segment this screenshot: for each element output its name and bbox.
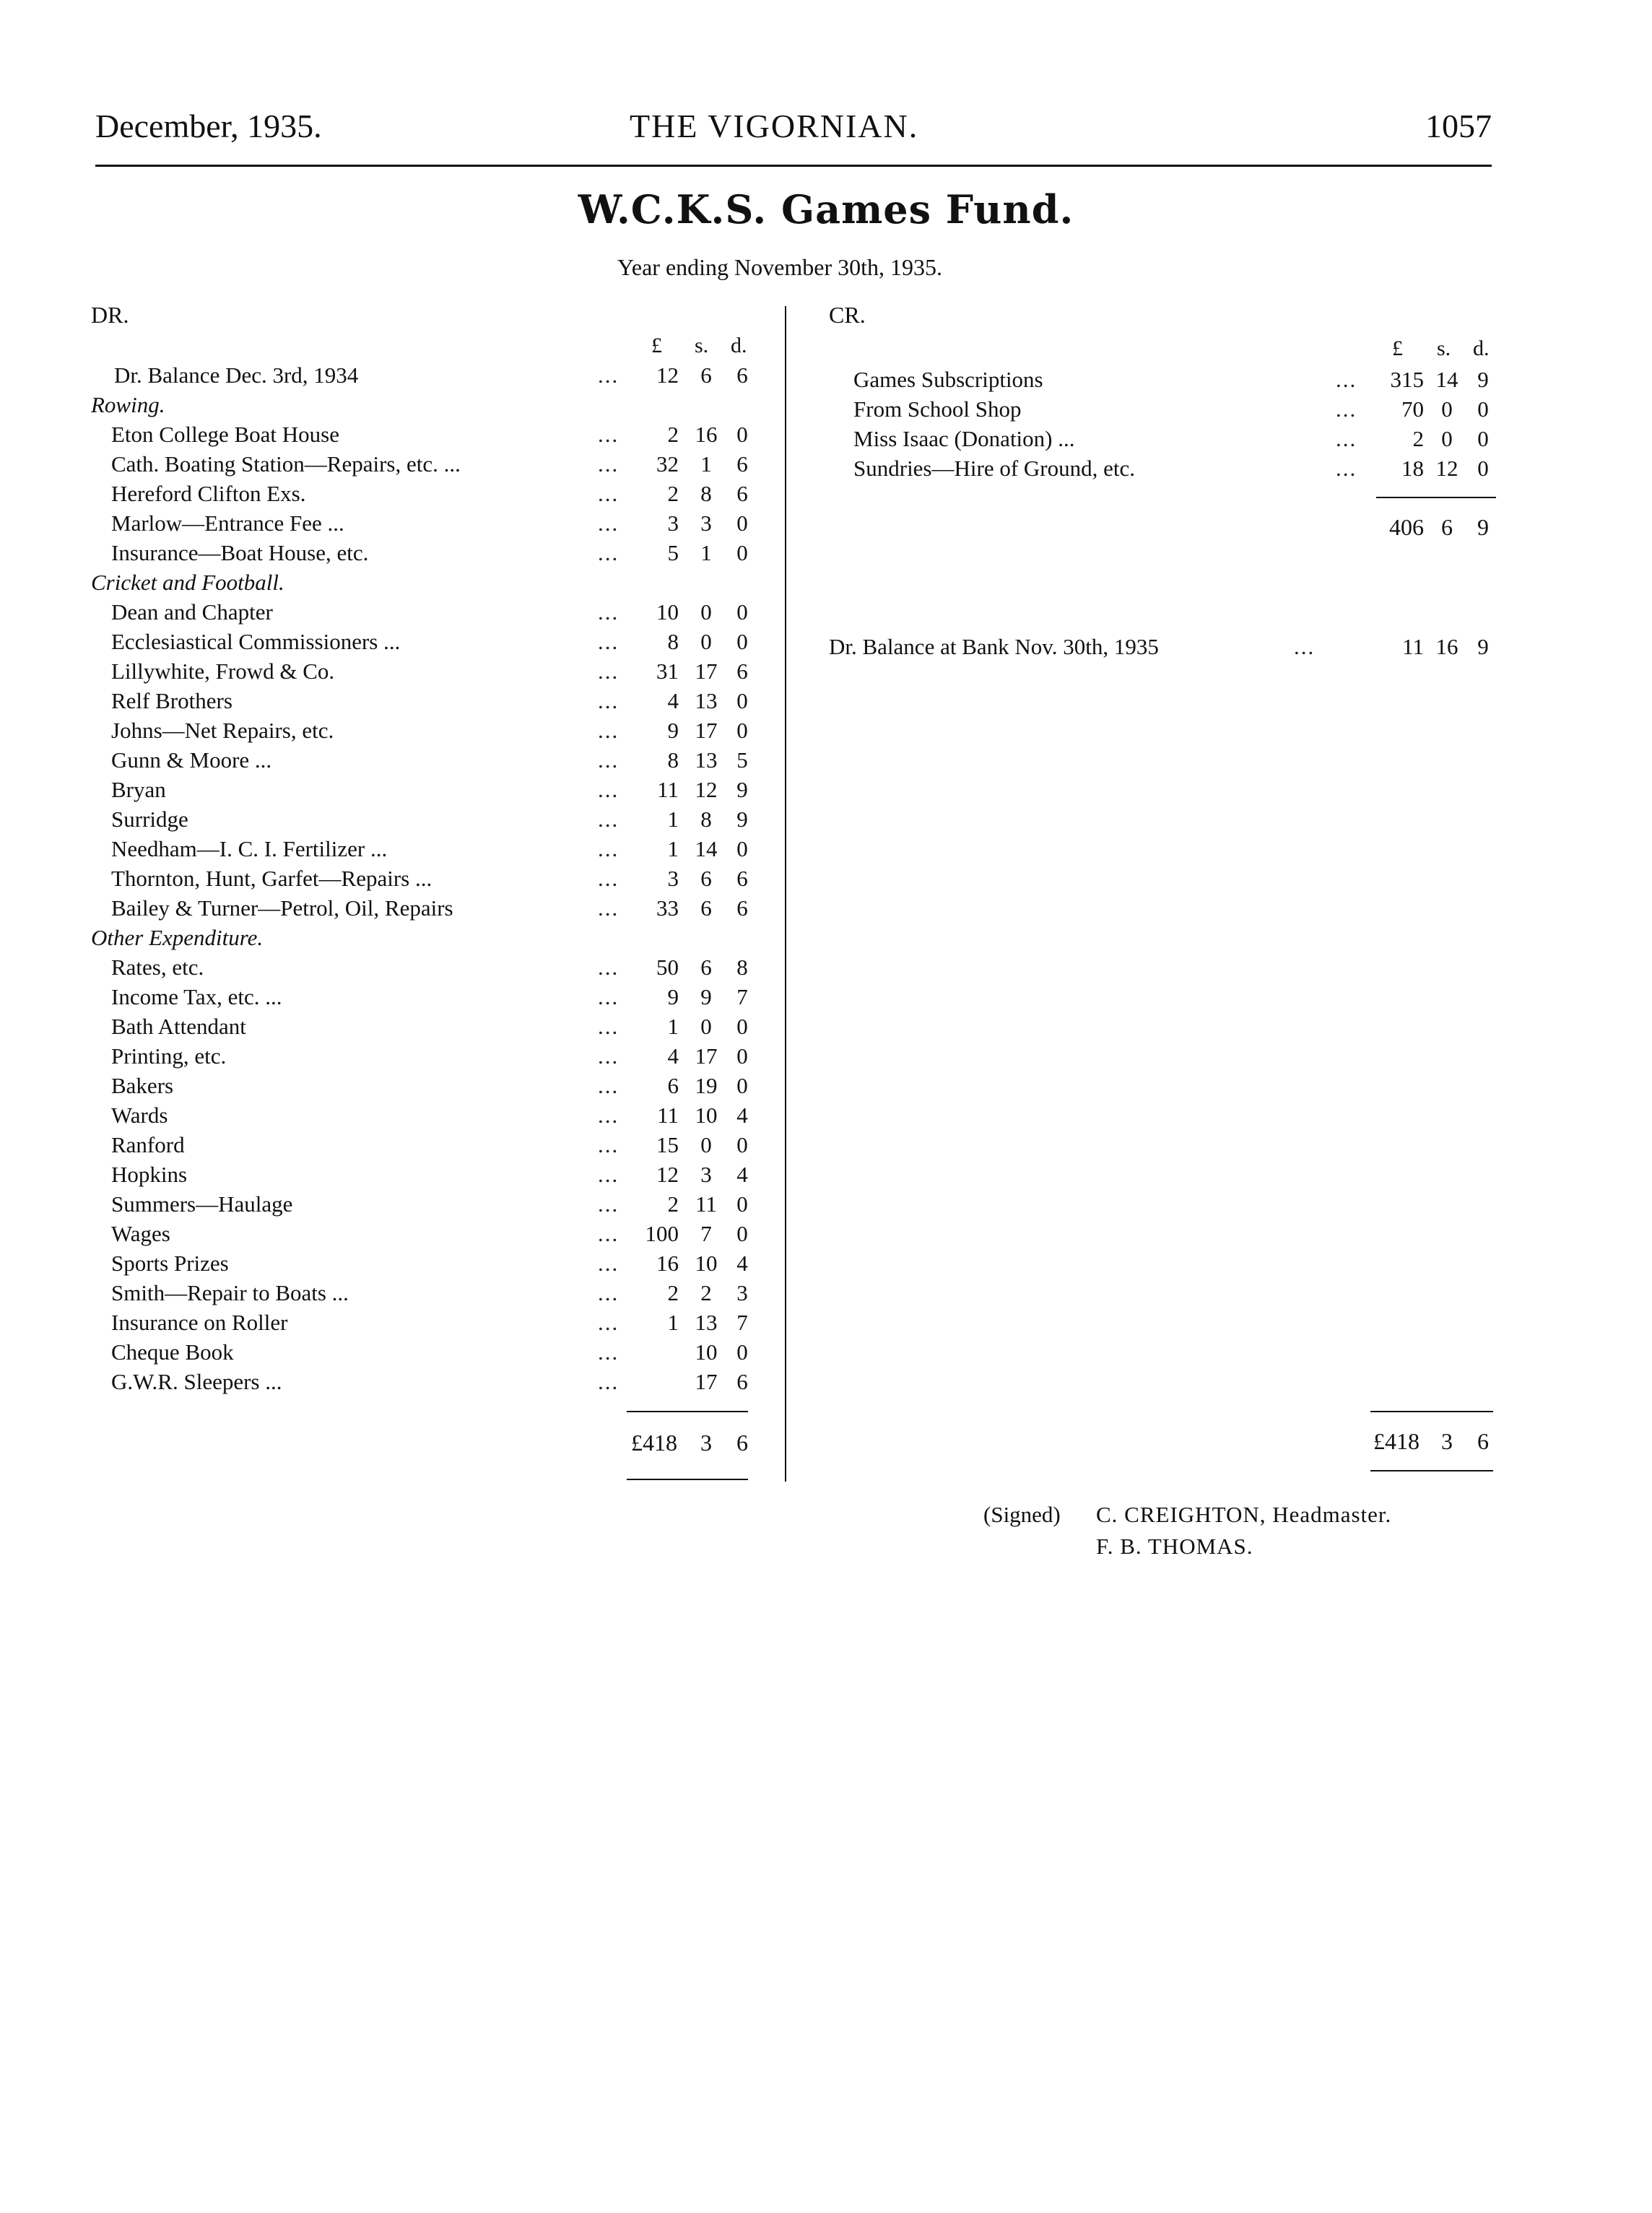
dr-item-label: Bath Attendant [111, 1014, 246, 1039]
dr-amount-pounds: 1 [667, 1014, 679, 1039]
dr-dot-leader: ... [598, 1339, 620, 1365]
dr-ledger-row [0, 479, 780, 508]
dr-dot-leader: ... [598, 777, 620, 802]
cr-ledger-row [0, 365, 1652, 394]
dr-amount-pounds: 9 [667, 984, 679, 1009]
dr-dot-leader: ... [598, 1251, 620, 1276]
dr-dot-leader: ... [598, 1132, 620, 1157]
dr-amount-pounds: 8 [667, 629, 679, 654]
cr-subtotal-pounds: 406 [1389, 514, 1424, 540]
header-date: December, 1935. [95, 108, 322, 144]
dr-amount-shillings: 6 [700, 362, 712, 388]
dr-item-label: Income Tax, etc. ... [111, 984, 282, 1009]
dr-ledger-row [0, 598, 780, 627]
dr-amount-pence: 0 [736, 1132, 748, 1157]
dr-amount-shillings: 16 [695, 422, 718, 447]
dr-dot-leader: ... [598, 1043, 620, 1069]
dr-item-label: Dean and Chapter [111, 599, 273, 625]
dr-item-label: Ranford [111, 1132, 185, 1157]
dr-item-label: Rates, etc. [111, 955, 204, 980]
dr-amount-pence: 6 [736, 451, 748, 477]
dr-category-label: Other Expenditure. [91, 925, 264, 950]
dr-amount-pence: 9 [736, 777, 748, 802]
dr-item-label: Bailey & Turner—Petrol, Oil, Repairs [111, 895, 453, 921]
dr-item-label: Hopkins [111, 1162, 188, 1187]
cr-total-pence: 6 [1477, 1428, 1489, 1454]
dr-item-label: Lillywhite, Frowd & Co. [111, 658, 335, 684]
dr-item-label: Cath. Boating Station—Repairs, etc. ... [111, 451, 461, 477]
dr-dot-leader: ... [598, 836, 620, 861]
dr-item-label: Johns—Net Repairs, etc. [111, 718, 334, 743]
dr-ledger-row [0, 1368, 780, 1396]
dr-col-shillings: s. [695, 334, 709, 357]
cr-subtotal-pence: 9 [1477, 514, 1489, 540]
dr-ledger-row [0, 983, 780, 1012]
dr-amount-pounds: 16 [656, 1251, 679, 1276]
cr-amount-pounds: 70 [1401, 396, 1424, 422]
dr-amount-shillings: 1 [700, 451, 712, 477]
dr-dot-leader: ... [598, 540, 620, 565]
dr-amount-pounds: 3 [667, 510, 679, 536]
dr-amount-pence: 3 [736, 1280, 748, 1305]
cr-amount-pence: 0 [1477, 426, 1489, 451]
cr-amount-pence: 9 [1477, 367, 1489, 392]
dr-amount-pounds: 11 [657, 777, 679, 802]
cr-dot-leader: ... [1336, 456, 1357, 481]
cr-subtotal-shillings: 6 [1441, 514, 1453, 540]
dr-amount-shillings: 13 [695, 747, 718, 773]
dr-dot-leader: ... [598, 1191, 620, 1217]
dr-amount-shillings: 2 [700, 1280, 712, 1305]
dr-item-label: Insurance on Roller [111, 1310, 288, 1335]
page-title: W.C.K.S. Games Fund. [578, 186, 1074, 232]
dr-amount-pence: 0 [736, 1339, 748, 1365]
dr-dot-leader: ... [598, 984, 620, 1009]
dr-amount-pounds: 31 [656, 658, 679, 684]
dr-total-pounds: £418 [631, 1430, 677, 1456]
dr-amount-shillings: 0 [700, 1132, 712, 1157]
dr-ledger-row [0, 1249, 780, 1278]
dr-item-label: Printing, etc. [111, 1043, 227, 1069]
dr-amount-pence: 4 [736, 1162, 748, 1187]
dr-ledger-row [0, 775, 780, 804]
cr-item-label: Sundries—Hire of Ground, etc. [853, 456, 1135, 481]
cr-amount-pounds: 315 [1390, 367, 1424, 392]
dr-item-label: Needham—I. C. I. Fertilizer ... [111, 836, 388, 861]
dr-amount-shillings: 10 [695, 1103, 718, 1128]
cr-amount-pounds: 18 [1401, 456, 1424, 481]
dr-amount-shillings: 9 [700, 984, 712, 1009]
dr-total-rule-bottom [627, 1479, 748, 1480]
cr-amount-shillings: 0 [1441, 426, 1453, 451]
dr-dot-leader: ... [598, 1369, 620, 1394]
cr-item-label: From School Shop [853, 396, 1022, 422]
dr-ledger-row [0, 805, 780, 834]
dr-amount-pence: 0 [736, 836, 748, 861]
dr-ledger-row [0, 1190, 780, 1219]
dr-dot-leader: ... [598, 362, 620, 388]
dr-item-label: Summers—Haulage [111, 1191, 293, 1217]
dr-item-label: Sports Prizes [111, 1251, 229, 1276]
dr-amount-pounds: 2 [667, 1280, 679, 1305]
dr-ledger-row [0, 1101, 780, 1130]
dr-amount-shillings: 6 [700, 895, 712, 921]
journal-title: THE VIGORNIAN. [630, 108, 919, 144]
dr-item-label: Wards [111, 1103, 168, 1128]
cr-total-pounds: £418 [1373, 1428, 1420, 1454]
dr-amount-pounds: 10 [656, 599, 679, 625]
dr-heading: DR. [91, 302, 129, 328]
dr-dot-leader: ... [598, 866, 620, 891]
dr-amount-pounds: 11 [657, 1103, 679, 1128]
signature-line-2: F. B. THOMAS. [1096, 1534, 1253, 1559]
dr-amount-pence: 6 [736, 362, 748, 388]
dr-dot-leader: ... [598, 1103, 620, 1128]
dr-ledger-row [0, 657, 780, 686]
dr-amount-shillings: 17 [695, 1043, 718, 1069]
dr-ledger-row [0, 894, 780, 923]
dr-amount-pence: 9 [736, 806, 748, 832]
dr-amount-pence: 4 [736, 1251, 748, 1276]
dr-amount-shillings: 3 [700, 510, 712, 536]
cr-dot-leader: ... [1336, 426, 1357, 451]
dr-amount-pounds: 9 [667, 718, 679, 743]
cr-col-pounds: £ [1392, 336, 1403, 360]
dr-amount-pence: 7 [736, 1310, 748, 1335]
dr-total-rule-top [627, 1411, 748, 1412]
dr-amount-pence: 6 [736, 481, 748, 506]
dr-ledger-row [0, 864, 780, 893]
dr-amount-pence: 0 [736, 540, 748, 565]
dr-dot-leader: ... [598, 895, 620, 921]
dr-ledger-row [0, 1042, 780, 1071]
dr-dot-leader: ... [598, 422, 620, 447]
cr-amount-shillings: 12 [1435, 456, 1458, 481]
dr-col-pence: d. [731, 334, 747, 357]
dr-amount-pence: 0 [736, 688, 748, 713]
dr-dot-leader: ... [598, 1221, 620, 1246]
cr-subtotal-rule [1376, 497, 1496, 498]
dr-item-label: Hereford Clifton Exs. [111, 481, 306, 506]
dr-amount-pounds: 1 [667, 806, 679, 832]
dr-ledger-row [0, 687, 780, 716]
dr-ledger-row [0, 716, 780, 745]
dr-dot-leader: ... [598, 718, 620, 743]
dr-dot-leader: ... [598, 451, 620, 477]
page-subtitle: Year ending November 30th, 1935. [617, 254, 942, 280]
dr-dot-leader: ... [598, 629, 620, 654]
dr-amount-pence: 6 [736, 658, 748, 684]
dr-amount-pounds: 1 [667, 836, 679, 861]
dr-amount-shillings: 8 [700, 481, 712, 506]
dr-amount-pence: 6 [736, 895, 748, 921]
cr-col-shillings: s. [1437, 336, 1451, 360]
cr-balance-row [0, 632, 1652, 661]
dr-dot-leader: ... [598, 481, 620, 506]
dr-amount-shillings: 10 [695, 1251, 718, 1276]
dr-dot-leader: ... [598, 1014, 620, 1039]
dr-amount-shillings: 8 [700, 806, 712, 832]
dr-item-label: G.W.R. Sleepers ... [111, 1369, 282, 1394]
cr-balance-shillings: 16 [1435, 634, 1458, 659]
dr-item-label: Bakers [111, 1073, 174, 1098]
dr-amount-pounds: 12 [656, 362, 679, 388]
dr-amount-pence: 0 [736, 1014, 748, 1039]
dr-ledger-row [0, 509, 780, 538]
dr-dot-leader: ... [598, 599, 620, 625]
dr-dot-leader: ... [598, 1073, 620, 1098]
cr-ledger-row [0, 395, 1652, 424]
dr-ledger-row [0, 1338, 780, 1367]
dr-dot-leader: ... [598, 510, 620, 536]
dr-amount-shillings: 14 [695, 836, 718, 861]
cr-amount-pounds: 2 [1412, 426, 1424, 451]
dr-amount-shillings: 11 [695, 1191, 717, 1217]
dr-item-label: Cheque Book [111, 1339, 234, 1365]
dr-amount-pounds: 8 [667, 747, 679, 773]
signature-prefix: (Signed) [983, 1502, 1061, 1527]
cr-dot-leader: ... [1336, 367, 1357, 392]
dr-dot-leader: ... [598, 1310, 620, 1335]
cr-dot-leader: ... [1336, 396, 1357, 422]
header-rule [95, 165, 1492, 167]
dr-amount-shillings: 17 [695, 658, 718, 684]
dr-amount-pence: 0 [736, 1073, 748, 1098]
dr-amount-pence: 0 [736, 1191, 748, 1217]
dr-amount-shillings: 13 [695, 688, 718, 713]
dr-category-row [0, 923, 780, 952]
dr-item-label: Wages [111, 1221, 170, 1246]
dr-amount-pence: 0 [736, 1221, 748, 1246]
dr-item-label: Eton College Boat House [111, 422, 339, 447]
dr-amount-pence: 0 [736, 629, 748, 654]
dr-amount-shillings: 6 [700, 955, 712, 980]
dr-amount-pence: 5 [736, 747, 748, 773]
dr-amount-shillings: 0 [700, 1014, 712, 1039]
dr-dot-leader: ... [598, 747, 620, 773]
dr-item-label: Relf Brothers [111, 688, 232, 713]
dr-ledger-row [0, 1160, 780, 1189]
cr-balance-leader: ... [1294, 634, 1316, 659]
dr-amount-pounds: 6 [667, 1073, 679, 1098]
dr-amount-shillings: 17 [695, 718, 718, 743]
cr-balance-pence: 9 [1477, 634, 1489, 659]
dr-amount-pounds: 4 [667, 688, 679, 713]
dr-amount-pounds: 100 [645, 1221, 679, 1246]
dr-item-label: Bryan [111, 777, 166, 802]
dr-total-pence: 6 [736, 1430, 748, 1456]
dr-amount-shillings: 1 [700, 540, 712, 565]
dr-amount-pounds: 2 [667, 1191, 679, 1217]
dr-dot-leader: ... [598, 955, 620, 980]
dr-amount-pounds: 1 [667, 1310, 679, 1335]
dr-amount-pence: 6 [736, 866, 748, 891]
cr-item-label: Miss Isaac (Donation) ... [853, 426, 1075, 451]
page-number: 1057 [1425, 108, 1492, 144]
dr-amount-pounds: 2 [667, 481, 679, 506]
cr-balance-label: Dr. Balance at Bank Nov. 30th, 1935 [829, 634, 1159, 659]
dr-total-shillings: 3 [700, 1430, 712, 1456]
dr-amount-shillings: 0 [700, 599, 712, 625]
dr-category-row [0, 568, 780, 597]
dr-dot-leader: ... [598, 1280, 620, 1305]
dr-ledger-row [0, 1071, 780, 1100]
dr-ledger-row [0, 746, 780, 775]
dr-category-label: Cricket and Football. [91, 570, 284, 595]
cr-amount-shillings: 14 [1435, 367, 1458, 392]
dr-item-label: Marlow—Entrance Fee ... [111, 510, 344, 536]
dr-amount-pence: 0 [736, 718, 748, 743]
dr-item-label: Gunn & Moore ... [111, 747, 272, 773]
dr-amount-pence: 0 [736, 599, 748, 625]
dr-amount-shillings: 17 [695, 1369, 718, 1394]
dr-amount-shillings: 0 [700, 629, 712, 654]
dr-amount-pounds: 12 [656, 1162, 679, 1187]
dr-item-label: Insurance—Boat House, etc. [111, 540, 369, 565]
dr-item-label: Smith—Repair to Boats ... [111, 1280, 349, 1305]
cr-ledger-row [0, 454, 1652, 483]
cr-col-pence: d. [1473, 336, 1490, 360]
dr-item-label: Ecclesiastical Commissioners ... [111, 629, 401, 654]
dr-ledger-row [0, 953, 780, 982]
dr-amount-shillings: 3 [700, 1162, 712, 1187]
dr-amount-pence: 8 [736, 955, 748, 980]
dr-dot-leader: ... [598, 658, 620, 684]
cr-balance-pounds: 11 [1402, 634, 1424, 659]
dr-amount-pence: 7 [736, 984, 748, 1009]
cr-item-label: Games Subscriptions [853, 367, 1043, 392]
cr-heading: CR. [829, 302, 866, 328]
signature-line-1: C. CREIGHTON, Headmaster. [1096, 1502, 1392, 1527]
dr-ledger-row [0, 1308, 780, 1337]
dr-amount-shillings: 7 [700, 1221, 712, 1246]
dr-amount-pence: 6 [736, 1369, 748, 1394]
dr-dot-leader: ... [598, 688, 620, 713]
dr-amount-pence: 4 [736, 1103, 748, 1128]
dr-amount-pounds: 50 [656, 955, 679, 980]
dr-amount-pounds: 3 [667, 866, 679, 891]
cr-amount-pence: 0 [1477, 456, 1489, 481]
dr-amount-pounds: 32 [656, 451, 679, 477]
dr-ledger-row [0, 835, 780, 864]
dr-dot-leader: ... [598, 1162, 620, 1187]
cr-amount-shillings: 0 [1441, 396, 1453, 422]
dr-item-label: Thornton, Hunt, Garfet—Repairs ... [111, 866, 432, 891]
dr-amount-shillings: 6 [700, 866, 712, 891]
dr-ledger-row [0, 539, 780, 568]
dr-amount-pounds: 5 [667, 540, 679, 565]
dr-item-label: Dr. Balance Dec. 3rd, 1934 [114, 362, 359, 388]
cr-total-rule-top [1370, 1411, 1493, 1412]
dr-ledger-row [0, 1012, 780, 1041]
cr-total-rule-bottom [1370, 1470, 1493, 1471]
dr-col-pounds: £ [651, 334, 662, 357]
dr-amount-pence: 0 [736, 510, 748, 536]
dr-ledger-row [0, 1131, 780, 1160]
dr-item-label: Surridge [111, 806, 188, 832]
dr-amount-pounds: 4 [667, 1043, 679, 1069]
dr-amount-shillings: 10 [695, 1339, 718, 1365]
dr-amount-pounds: 33 [656, 895, 679, 921]
dr-dot-leader: ... [598, 806, 620, 832]
dr-amount-shillings: 13 [695, 1310, 718, 1335]
dr-amount-pence: 0 [736, 1043, 748, 1069]
dr-ledger-row [0, 1219, 780, 1248]
dr-category-label: Rowing. [91, 392, 165, 417]
dr-amount-pounds: 2 [667, 422, 679, 447]
dr-amount-pence: 0 [736, 422, 748, 447]
dr-amount-shillings: 19 [695, 1073, 718, 1098]
dr-amount-pounds: 15 [656, 1132, 679, 1157]
dr-ledger-row [0, 1279, 780, 1308]
cr-amount-pence: 0 [1477, 396, 1489, 422]
cr-ledger-row [0, 425, 1652, 453]
cr-total-shillings: 3 [1441, 1428, 1453, 1454]
dr-amount-shillings: 12 [695, 777, 718, 802]
